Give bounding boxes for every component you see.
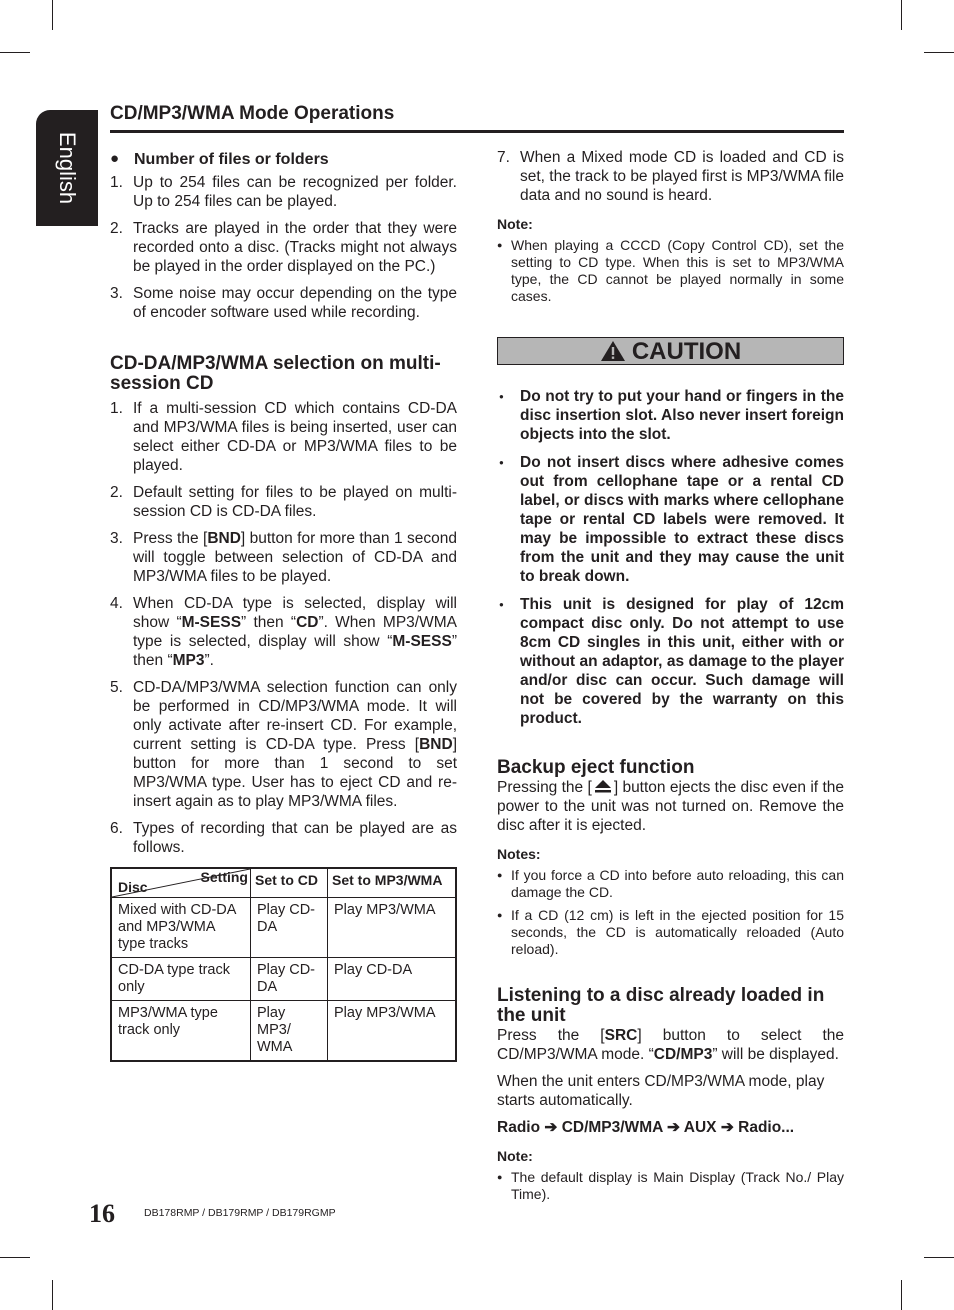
list-item: 3. Press the [BND] button for more than 1 second will toggle between selection of CD-DA and MP3/WMA files to be played.: [110, 530, 457, 585]
list-item: 1. If a multi-session CD which contains CD-DA and MP3/WMA files is being inserted, user can select either CD-DA or MP3/WMA files to be played.: [110, 400, 457, 474]
multi-session-list: [110, 399, 457, 857]
table-row: CD-DA type track only Play CD-DA Play CD-DA: [111, 958, 456, 1001]
crop-mark: [901, 0, 902, 30]
listening-text-2: When the unit enters CD/MP3/WMA mode, play starts automatically.: [497, 1073, 825, 1109]
note-item: ● If you force a CD into before auto reloading, this can damage the CD.: [497, 867, 844, 901]
crop-mark: [901, 1280, 902, 1310]
note-heading: Note:: [497, 1148, 533, 1164]
table-row: Mixed with CD-DA and MP3/WMA type tracks Play CD-DA Play MP3/WMA: [111, 898, 456, 958]
note-item: ● The default display is Main Display (Track No./ Play Time).: [497, 1169, 844, 1203]
list-item: 3. Some noise may occur depending on the type of encoder software used while recording.: [110, 285, 457, 321]
caution-item: ● Do not insert discs where adhesive comes out from cellophane tape or a rental CD label, or discs with marks where cellophane tape or rental CD labels were removed. It may be impossible to extract these discs from the unit and they may cause the unit to break down.: [497, 453, 844, 586]
model-numbers: DB178RMP / DB179RMP / DB179RGMP: [144, 1207, 336, 1219]
arrow-right-icon: ➔: [544, 1119, 558, 1136]
eject-icon: [594, 779, 612, 793]
backup-eject-heading: Backup eject function: [497, 757, 695, 778]
left-column: [110, 148, 457, 1062]
mode-flow: [497, 1118, 844, 1137]
mixed-mode-list: [497, 148, 844, 205]
notes-heading: Notes:: [497, 846, 541, 862]
crop-mark: [924, 52, 954, 53]
list-item: 7. When a Mixed mode CD is loaded and CD is set, the track to be played first is MP3/WMA file data and no sound is heard.: [497, 149, 844, 204]
right-column: [497, 148, 844, 1209]
caution-item: ● This unit is designed for play of 12cm compact disc only. Do not attempt to use 8cm CD singles in this unit, either with or without an adaptor, as damage to the player and/or disc can occur. Such damage will not be covered by the warranty on this product.: [497, 595, 844, 728]
listening-heading: Listening to a disc already loaded in the unit: [497, 985, 825, 1026]
list-item: 4. When CD-DA type is selected, display will show “M-SESS” then “CD”. When MP3/WMA type is selected, display will show “M-SESS” then “MP3”.: [110, 595, 457, 669]
backup-eject-text: Pressing the [ ] button ejects the disc even if the power to the unit was not turned on. Remove the disc after it is ejected.: [497, 779, 844, 834]
note-item: ● If a CD (12 cm) is left in the ejected position for 15 seconds, the CD is automatically reloaded (Auto reload).: [497, 907, 844, 958]
arrow-right-icon: ➔: [667, 1119, 681, 1136]
list-item: 6. Types of recording that can be played are as follows.: [110, 820, 457, 856]
table-row: MP3/WMA type track only Play MP3/ WMA Play MP3/WMA: [111, 1001, 456, 1062]
caution-list: [497, 387, 844, 728]
crop-mark: [0, 52, 30, 53]
files-heading: ● Number of files or folders: [110, 150, 457, 169]
page-number: 16: [89, 1199, 115, 1228]
caution-banner: [497, 337, 844, 365]
mode-aux: AUX: [683, 1119, 717, 1136]
corner-setting-label: Setting: [200, 869, 248, 885]
listening-text: Press the [SRC] button to select the CD/MP3/WMA mode. “CD/MP3” will be displayed.: [497, 1027, 845, 1063]
multi-session-heading: CD-DA/MP3/WMA selection on multi-session CD: [110, 353, 441, 394]
crop-mark: [52, 0, 53, 30]
warning-triangle-icon: [600, 340, 626, 362]
note-heading: Note:: [497, 216, 533, 232]
files-list: [110, 173, 457, 322]
crop-mark: [52, 1280, 53, 1310]
list-item: 2. Tracks are played in the order that they were recorded onto a disc. (Tracks might not always be played in the order displayed on the PC.): [110, 220, 457, 275]
list-item: 5. CD-DA/MP3/WMA selection function can only be performed in CD/MP3/WMA mode. It will only activate after re-insert CD. For example, current setting is CD-DA type. Press [BND] button for more than 1 second to set MP3/WMA type. User has to eject CD and re-insert again as to play MP3/WMA files.: [110, 679, 457, 810]
recording-types-table: [110, 867, 457, 1062]
mode-radio: Radio: [497, 1119, 541, 1136]
caution-title: CAUTION: [631, 337, 742, 365]
header-rule: [110, 130, 844, 133]
table-corner-cell: [111, 868, 251, 898]
mode-cd: CD/MP3/WMA: [561, 1119, 663, 1136]
table-header-mp3: Set to MP3/WMA: [328, 868, 457, 898]
page-header: CD/MP3/WMA Mode Operations: [110, 103, 395, 124]
arrow-right-icon: ➔: [720, 1119, 734, 1136]
caution-item: ● Do not try to put your hand or fingers in the disc insertion slot. Also never insert foreign objects into the slot.: [497, 387, 844, 444]
table-header-cd: Set to CD: [251, 868, 328, 898]
corner-disc-label: Disc: [118, 879, 148, 895]
mode-radio-loop: Radio...: [738, 1119, 795, 1136]
crop-mark: [0, 1257, 30, 1258]
crop-mark: [924, 1257, 954, 1258]
list-item: 1. Up to 254 files can be recognized per folder. Up to 254 files can be played.: [110, 174, 457, 210]
list-item: 2. Default setting for files to be played on multi-session CD is CD-DA files.: [110, 484, 457, 520]
language-tab-label: English: [55, 131, 80, 205]
note-item: ● When playing a CCCD (Copy Control CD), set the setting to CD type. When this is set to MP3/WMA type, the CD cannot be played normally in some cases.: [497, 237, 844, 305]
